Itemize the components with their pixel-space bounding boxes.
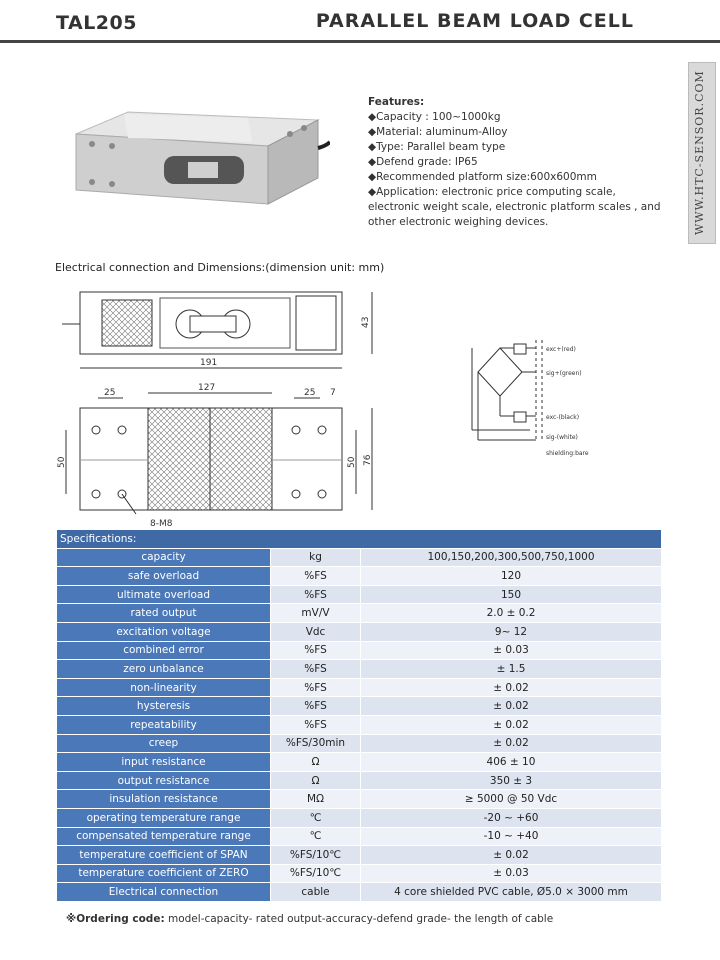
- spec-unit: Ω: [271, 771, 361, 790]
- table-row: [57, 678, 662, 697]
- spec-param: insulation resistance: [57, 790, 271, 809]
- spec-value: 2.0 ± 0.2: [361, 604, 662, 623]
- table-row: [57, 697, 662, 716]
- features-heading: Features:: [368, 96, 425, 108]
- spec-unit: ℃: [271, 827, 361, 846]
- spec-value: ± 0.02: [361, 846, 662, 865]
- dim-50-right: 50: [347, 456, 357, 468]
- spec-param: output resistance: [57, 771, 271, 790]
- wiring-diagram: [470, 330, 610, 460]
- spec-unit: Ω: [271, 753, 361, 772]
- spec-unit: %FS: [271, 715, 361, 734]
- spec-unit: cable: [271, 883, 361, 902]
- spec-value: 150: [361, 585, 662, 604]
- spec-value: 350 ± 3: [361, 771, 662, 790]
- spec-value: ± 0.02: [361, 678, 662, 697]
- table-row: [57, 753, 662, 772]
- spec-value: 406 ± 10: [361, 753, 662, 772]
- spec-value: -10 ~ +40: [361, 827, 662, 846]
- wire-sig-plus: sig+(green): [546, 370, 582, 377]
- spec-param: zero unbalance: [57, 660, 271, 679]
- ordering-text: model-capacity- rated output-accuracy-defend grade- the length of cable: [164, 913, 554, 925]
- spec-unit: %FS: [271, 660, 361, 679]
- spec-param: temperature coefficient of ZERO: [57, 864, 271, 883]
- model-number: TAL205: [56, 12, 137, 34]
- wire-shield: shielding:bare: [546, 450, 589, 457]
- table-row: [57, 790, 662, 809]
- table-row: [57, 827, 662, 846]
- dim-thread: 8-M8: [150, 519, 173, 529]
- spec-param: creep: [57, 734, 271, 753]
- load-cell-product-image: [68, 104, 330, 222]
- spec-param: combined error: [57, 641, 271, 660]
- features-block: [368, 95, 668, 230]
- spec-heading: Specifications:: [57, 530, 662, 549]
- spec-unit: Vdc: [271, 622, 361, 641]
- wire-exc-minus: exc-(black): [546, 414, 580, 421]
- spec-unit: %FS: [271, 567, 361, 586]
- spec-unit: mV/V: [271, 604, 361, 623]
- spec-value: -20 ~ +60: [361, 808, 662, 827]
- table-row: [57, 604, 662, 623]
- table-row: [57, 771, 662, 790]
- table-row: [57, 808, 662, 827]
- feature-item: ◆Type: Parallel beam type: [368, 141, 506, 153]
- feature-item: ◆Recommended platform size:600x600mm: [368, 171, 597, 183]
- ordering-label: ※Ordering code:: [66, 913, 165, 925]
- spec-unit: kg: [271, 548, 361, 567]
- spec-value: ± 1.5: [361, 660, 662, 679]
- table-row: [57, 567, 662, 586]
- spec-unit: %FS: [271, 678, 361, 697]
- dim-25-left: 25: [104, 388, 116, 398]
- spec-unit: %FS/30min: [271, 734, 361, 753]
- dim-height: 43: [361, 316, 371, 328]
- spec-unit: %FS: [271, 697, 361, 716]
- wire-exc-plus: exc+(red): [546, 346, 576, 353]
- spec-param: operating temperature range: [57, 808, 271, 827]
- dimension-drawing: [50, 280, 390, 530]
- feature-item: ◆Application: electronic price computing scale, electronic weight scale, electronic platform scales , and other electronic weighing devices.: [368, 186, 661, 228]
- spec-param: safe overload: [57, 567, 271, 586]
- table-row: [57, 548, 662, 567]
- spec-value: ≥ 5000 @ 50 Vdc: [361, 790, 662, 809]
- dim-50-left: 50: [57, 456, 67, 468]
- spec-unit: %FS: [271, 641, 361, 660]
- title-divider: [0, 40, 720, 43]
- spec-param: non-linearity: [57, 678, 271, 697]
- spec-param: excitation voltage: [57, 622, 271, 641]
- dim-length: 191: [200, 358, 218, 368]
- table-row: [57, 883, 662, 902]
- spec-value: 100,150,200,300,500,750,1000: [361, 548, 662, 567]
- table-row: [57, 846, 662, 865]
- spec-param: rated output: [57, 604, 271, 623]
- electrical-heading: Electrical connection and Dimensions:(dimension unit: mm): [55, 261, 385, 274]
- table-row: [57, 660, 662, 679]
- spec-param: capacity: [57, 548, 271, 567]
- spec-value: ± 0.02: [361, 715, 662, 734]
- dim-127: 127: [198, 383, 216, 393]
- spec-value: 4 core shielded PVC cable, Ø5.0 × 3000 mm: [361, 883, 662, 902]
- spec-param: repeatability: [57, 715, 271, 734]
- spec-value: 120: [361, 567, 662, 586]
- page-title: PARALLEL BEAM LOAD CELL: [315, 10, 634, 32]
- spec-value: ± 0.03: [361, 864, 662, 883]
- spec-param: input resistance: [57, 753, 271, 772]
- specifications-table: [56, 529, 662, 902]
- spec-value: ± 0.02: [361, 734, 662, 753]
- feature-item: ◆Capacity : 100~1000kg: [368, 111, 501, 123]
- spec-param: ultimate overload: [57, 585, 271, 604]
- feature-item: ◆Defend grade: IP65: [368, 156, 478, 168]
- spec-unit: %FS/10℃: [271, 864, 361, 883]
- feature-item: ◆Material: aluminum-Alloy: [368, 126, 508, 138]
- dim-76: 76: [363, 454, 373, 466]
- spec-unit: %FS: [271, 585, 361, 604]
- wire-sig-minus: sig-(white): [546, 434, 578, 441]
- spec-unit: %FS/10℃: [271, 846, 361, 865]
- table-row: [57, 864, 662, 883]
- table-row: [57, 641, 662, 660]
- spec-header-row: [57, 530, 662, 549]
- table-row: [57, 585, 662, 604]
- spec-value: ± 0.03: [361, 641, 662, 660]
- spec-param: hysteresis: [57, 697, 271, 716]
- spec-param: temperature coefficient of SPAN: [57, 846, 271, 865]
- table-row: [57, 734, 662, 753]
- table-row: [57, 622, 662, 641]
- ordering-code: [66, 913, 553, 925]
- table-row: [57, 715, 662, 734]
- dim-25-right: 25: [304, 388, 316, 398]
- spec-value: 9~ 12: [361, 622, 662, 641]
- website-side-tab: [688, 62, 716, 244]
- website-url: WWW.HTC-SENSOR.COM: [693, 70, 706, 235]
- spec-param: Electrical connection: [57, 883, 271, 902]
- spec-unit: MΩ: [271, 790, 361, 809]
- dim-7: 7: [330, 388, 336, 398]
- spec-param: compensated temperature range: [57, 827, 271, 846]
- spec-value: ± 0.02: [361, 697, 662, 716]
- spec-unit: ℃: [271, 808, 361, 827]
